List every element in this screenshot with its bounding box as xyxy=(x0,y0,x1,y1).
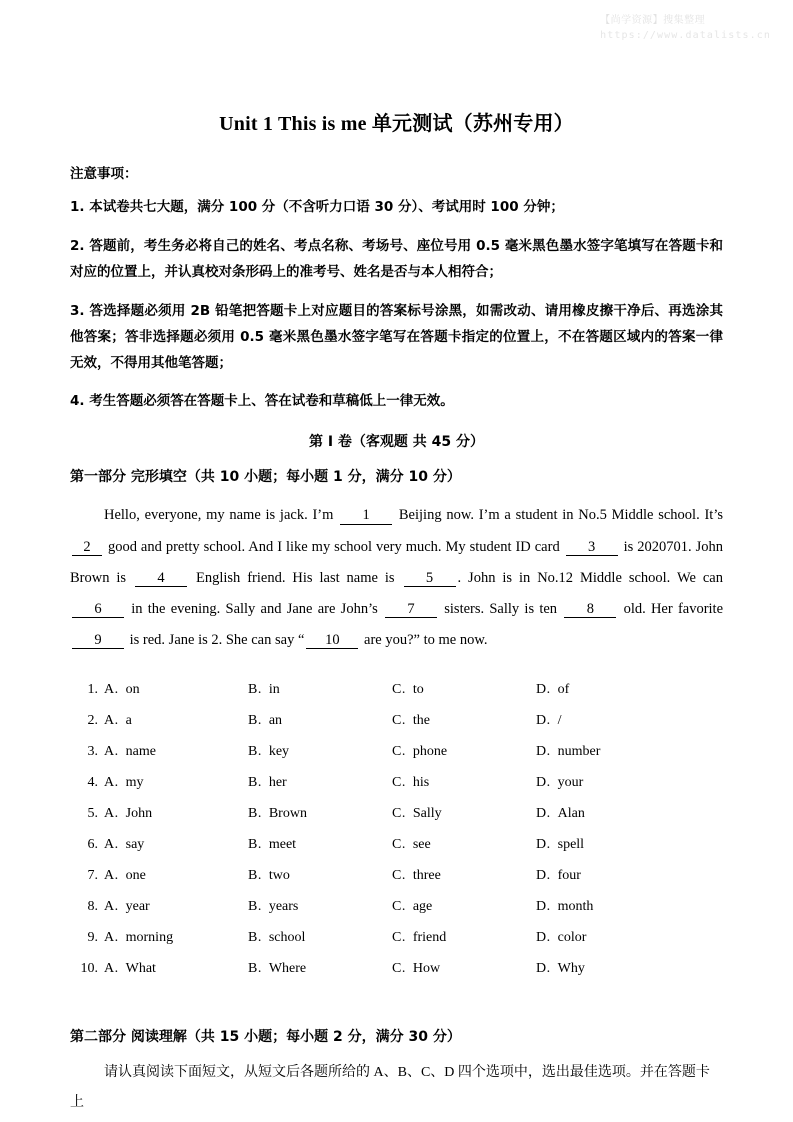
mcq-option-value: of xyxy=(557,681,570,697)
cloze-passage xyxy=(70,500,723,656)
mcq-option-d[interactable] xyxy=(536,683,680,697)
mcq-option-value: your xyxy=(557,774,584,790)
mcq-option-value: a xyxy=(125,712,132,728)
cloze-blank-8[interactable]: 8 xyxy=(564,602,616,618)
part-two-heading: 第二部分 阅读理解（共 15 小题；每小题 2 分，满分 30 分） xyxy=(70,1029,461,1046)
mcq-option-value: years xyxy=(268,898,299,914)
mcq-option-b[interactable] xyxy=(248,869,392,883)
mcq-option-a[interactable] xyxy=(104,962,248,976)
mcq-option-a[interactable] xyxy=(104,807,248,821)
mcq-number: 4. xyxy=(87,774,98,790)
mcq-option-label: D. xyxy=(536,898,551,914)
mcq-option-b[interactable] xyxy=(248,962,392,976)
mcq-option-value: month xyxy=(557,898,594,914)
mcq-number: 6. xyxy=(87,836,98,852)
mcq-option-d[interactable] xyxy=(536,900,680,914)
mcq-row xyxy=(70,674,723,705)
mcq-option-b[interactable] xyxy=(248,900,392,914)
mcq-option-value: on xyxy=(125,681,140,697)
mcq-option-value: in xyxy=(268,681,280,697)
notice-item-4: 4. 考生答题必须答在答题卡上、答在试卷和草稿低上一律无效。 xyxy=(70,393,454,410)
mcq-option-c[interactable] xyxy=(392,776,536,790)
mcq-number: 7. xyxy=(87,867,98,883)
mcq-option-value: Why xyxy=(557,960,585,976)
mcq-option-d[interactable] xyxy=(536,807,680,821)
notice-heading: 注意事项： xyxy=(70,166,138,182)
cloze-blank-9[interactable]: 9 xyxy=(72,633,124,649)
passage-text-11: is xyxy=(129,632,140,649)
mcq-option-value: phone xyxy=(412,743,448,759)
mcq-option-value: year xyxy=(125,898,150,914)
instruction-text: 请认真阅读下面短文，从短文后各题所给的 A、B、C、D 四个选项中，选出最佳选项。并在答题卡上 xyxy=(70,1065,710,1110)
mcq-option-value: How xyxy=(412,960,441,976)
mcq-option-label: B. xyxy=(248,867,262,883)
notice-item-1: 1. 本试卷共七大题，满分 100 分（不含听力口语 30 分）、考试用时 100 分钟； xyxy=(70,199,564,215)
mcq-option-label: B. xyxy=(248,836,262,852)
mcq-option-label: C. xyxy=(392,774,406,790)
mcq-option-c[interactable] xyxy=(392,807,536,821)
cloze-blank-3[interactable]: 3 xyxy=(566,540,618,556)
mcq-option-label: C. xyxy=(392,960,406,976)
mcq-option-label: D. xyxy=(536,960,551,976)
mcq-option-label: B. xyxy=(248,898,262,914)
mcq-option-label: A. xyxy=(104,898,119,914)
mcq-option-a[interactable] xyxy=(104,838,248,852)
mcq-list xyxy=(70,674,723,984)
mcq-option-label: A. xyxy=(104,867,119,883)
mcq-option-d[interactable] xyxy=(536,714,680,728)
part-two-instruction xyxy=(70,1058,723,1117)
cloze-blank-1[interactable]: 1 xyxy=(340,508,392,524)
mcq-option-value: age xyxy=(412,898,433,914)
mcq-row xyxy=(70,736,723,767)
mcq-option-value: meet xyxy=(268,836,297,852)
mcq-option-a[interactable] xyxy=(104,683,248,697)
mcq-option-label: B. xyxy=(248,929,262,945)
passage-text-6: English friend. His last name is xyxy=(195,569,395,586)
mcq-option-b[interactable] xyxy=(248,931,392,945)
mcq-option-label: D. xyxy=(536,867,551,883)
mcq-option-a[interactable] xyxy=(104,900,248,914)
mcq-option-label: D. xyxy=(536,712,551,728)
mcq-option-label: B. xyxy=(248,712,262,728)
mcq-number: 9. xyxy=(87,929,98,945)
passage-text-13: are you?” to me now. xyxy=(364,632,488,649)
mcq-option-label: C. xyxy=(392,712,406,728)
passage-text-4: is 2020701. John xyxy=(623,538,724,555)
mcq-option-label: A. xyxy=(104,712,119,728)
mcq-option-value: see xyxy=(412,836,431,852)
mcq-option-d[interactable] xyxy=(536,931,680,945)
mcq-option-value: number xyxy=(557,743,601,759)
cloze-blank-7[interactable]: 7 xyxy=(385,602,437,618)
paper-section-label: 第 I 卷（客观题 共 45 分） xyxy=(308,434,485,451)
part-one-heading: 第一部分 完形填空（共 10 小题；每小题 1 分，满分 10 分） xyxy=(70,469,461,486)
mcq-option-c[interactable] xyxy=(392,745,536,759)
mcq-number: 3. xyxy=(87,743,98,759)
mcq-option-c[interactable] xyxy=(392,900,536,914)
passage-text-12: red. Jane is 2. She can say “ xyxy=(142,632,305,649)
mcq-option-label: C. xyxy=(392,805,406,821)
mcq-option-label: A. xyxy=(104,681,119,697)
mcq-option-c[interactable] xyxy=(392,683,536,697)
mcq-row xyxy=(70,953,723,984)
mcq-option-label: D. xyxy=(536,743,551,759)
mcq-option-label: D. xyxy=(536,774,551,790)
cloze-blank-5[interactable]: 5 xyxy=(404,571,456,587)
mcq-option-label: B. xyxy=(248,774,262,790)
mcq-option-label: D. xyxy=(536,836,551,852)
page-title: Unit 1 This is me 单元测试（苏州专用） xyxy=(219,113,574,135)
mcq-option-c[interactable] xyxy=(392,869,536,883)
mcq-option-d[interactable] xyxy=(536,838,680,852)
passage-text-3: good and pretty school. And I like my school very much. My student ID card xyxy=(107,538,560,555)
mcq-row xyxy=(70,922,723,953)
mcq-option-value: my xyxy=(125,774,144,790)
cloze-blank-6[interactable]: 6 xyxy=(72,602,124,618)
mcq-option-a[interactable] xyxy=(104,931,248,945)
notice-item-2: 2. 答题前，考生务必将自己的姓名、考点名称、考场号、座位号用 0.5 毫米黑色墨水签字笔填写在答题卡和对应的位置上，并认真校对条形码上的准考号、姓名是否与本人相符合； xyxy=(70,237,723,280)
mcq-option-label: A. xyxy=(104,774,119,790)
mcq-option-c[interactable] xyxy=(392,714,536,728)
mcq-option-label: D. xyxy=(536,929,551,945)
mcq-number: 8. xyxy=(87,898,98,914)
mcq-option-d[interactable] xyxy=(536,776,680,790)
mcq-option-d[interactable] xyxy=(536,745,680,759)
passage-text-10: old. Her favorite xyxy=(623,600,724,617)
mcq-option-label: C. xyxy=(392,898,406,914)
mcq-option-c[interactable] xyxy=(392,931,536,945)
mcq-option-b[interactable] xyxy=(248,776,392,790)
cloze-blank-2[interactable]: 2 xyxy=(72,540,102,556)
mcq-option-label: C. xyxy=(392,743,406,759)
mcq-option-label: C. xyxy=(392,867,406,883)
mcq-option-value: John xyxy=(125,805,153,821)
mcq-option-value: name xyxy=(125,743,156,759)
mcq-option-value: her xyxy=(268,774,287,790)
mcq-option-value: two xyxy=(268,867,290,883)
mcq-option-value: / xyxy=(557,712,562,728)
mcq-row xyxy=(70,829,723,860)
mcq-row xyxy=(70,705,723,736)
mcq-number: 5. xyxy=(87,805,98,821)
mcq-option-label: D. xyxy=(536,805,551,821)
mcq-option-a[interactable] xyxy=(104,776,248,790)
passage-text-2: Beijing now. I’m a student in No.5 Middle school. It’s xyxy=(398,507,723,524)
mcq-option-value: Where xyxy=(268,960,307,976)
mcq-option-d[interactable] xyxy=(536,962,680,976)
mcq-option-label: D. xyxy=(536,681,551,697)
mcq-option-value: three xyxy=(412,867,441,883)
mcq-option-value: say xyxy=(125,836,145,852)
mcq-option-label: B. xyxy=(248,960,262,976)
mcq-row xyxy=(70,798,723,829)
mcq-option-label: A. xyxy=(104,929,119,945)
mcq-option-label: A. xyxy=(104,743,119,759)
mcq-option-value: four xyxy=(557,867,581,883)
cloze-blank-4[interactable]: 4 xyxy=(135,571,187,587)
mcq-option-value: morning xyxy=(125,929,174,945)
mcq-option-value: school xyxy=(268,929,306,945)
mcq-option-value: to xyxy=(412,681,424,697)
mcq-option-a[interactable] xyxy=(104,714,248,728)
mcq-option-label: A. xyxy=(104,836,119,852)
watermark-url: https://www.datalists.cn xyxy=(600,29,771,41)
mcq-option-label: B. xyxy=(248,743,262,759)
mcq-number: 2. xyxy=(87,712,98,728)
mcq-option-label: B. xyxy=(248,805,262,821)
mcq-option-b[interactable] xyxy=(248,807,392,821)
document-page xyxy=(70,0,723,1117)
mcq-option-value: an xyxy=(268,712,283,728)
mcq-option-a[interactable] xyxy=(104,745,248,759)
mcq-number: 10. xyxy=(80,960,98,976)
cloze-blank-10[interactable]: 10 xyxy=(306,633,358,649)
mcq-option-value: Sally xyxy=(412,805,442,821)
mcq-option-value: color xyxy=(557,929,587,945)
passage-text-7: . John is in No.12 Middle school. We can xyxy=(457,569,723,586)
mcq-option-value: one xyxy=(125,867,146,883)
mcq-option-value: the xyxy=(412,712,430,728)
mcq-option-c[interactable] xyxy=(392,838,536,852)
mcq-option-value: key xyxy=(268,743,290,759)
mcq-option-value: spell xyxy=(557,836,585,852)
mcq-option-label: A. xyxy=(104,960,119,976)
mcq-option-value: Brown xyxy=(268,805,307,821)
watermark-source-label: 【尚学资源】搜集整理 xyxy=(600,15,706,26)
mcq-option-value: his xyxy=(412,774,430,790)
passage-text-5: Brown is xyxy=(70,569,127,586)
mcq-option-d[interactable] xyxy=(536,869,680,883)
mcq-row xyxy=(70,860,723,891)
mcq-option-b[interactable] xyxy=(248,683,392,697)
mcq-option-label: C. xyxy=(392,929,406,945)
mcq-option-label: B. xyxy=(248,681,262,697)
mcq-option-label: A. xyxy=(104,805,119,821)
mcq-option-value: Alan xyxy=(557,805,585,821)
mcq-option-a[interactable] xyxy=(104,869,248,883)
mcq-row xyxy=(70,891,723,922)
mcq-option-label: C. xyxy=(392,681,406,697)
passage-text-1: Hello, everyone, my name is jack. I’m xyxy=(104,507,334,524)
mcq-option-value: What xyxy=(125,960,156,976)
mcq-option-c[interactable] xyxy=(392,962,536,976)
mcq-option-b[interactable] xyxy=(248,714,392,728)
mcq-option-b[interactable] xyxy=(248,838,392,852)
mcq-option-value: friend xyxy=(412,929,447,945)
mcq-option-b[interactable] xyxy=(248,745,392,759)
passage-text-9: sisters. Sally is ten xyxy=(444,600,558,617)
mcq-number: 1. xyxy=(87,681,98,697)
mcq-option-label: C. xyxy=(392,836,406,852)
passage-text-8: in the evening. Sally and Jane are John’s xyxy=(131,600,378,617)
notice-item-3: 3. 答选择题必须用 2B 铅笔把答题卡上对应题目的答案标号涂黑，如需改动、请用橡皮擦干净后、再选涂其他答案；答非选择题必须用 0.5 毫米黑色墨水签字笔写在答题卡指定的位置上，不在答题区域内的答案一律无效，不得用其他笔答题； xyxy=(70,302,723,371)
mcq-row xyxy=(70,767,723,798)
